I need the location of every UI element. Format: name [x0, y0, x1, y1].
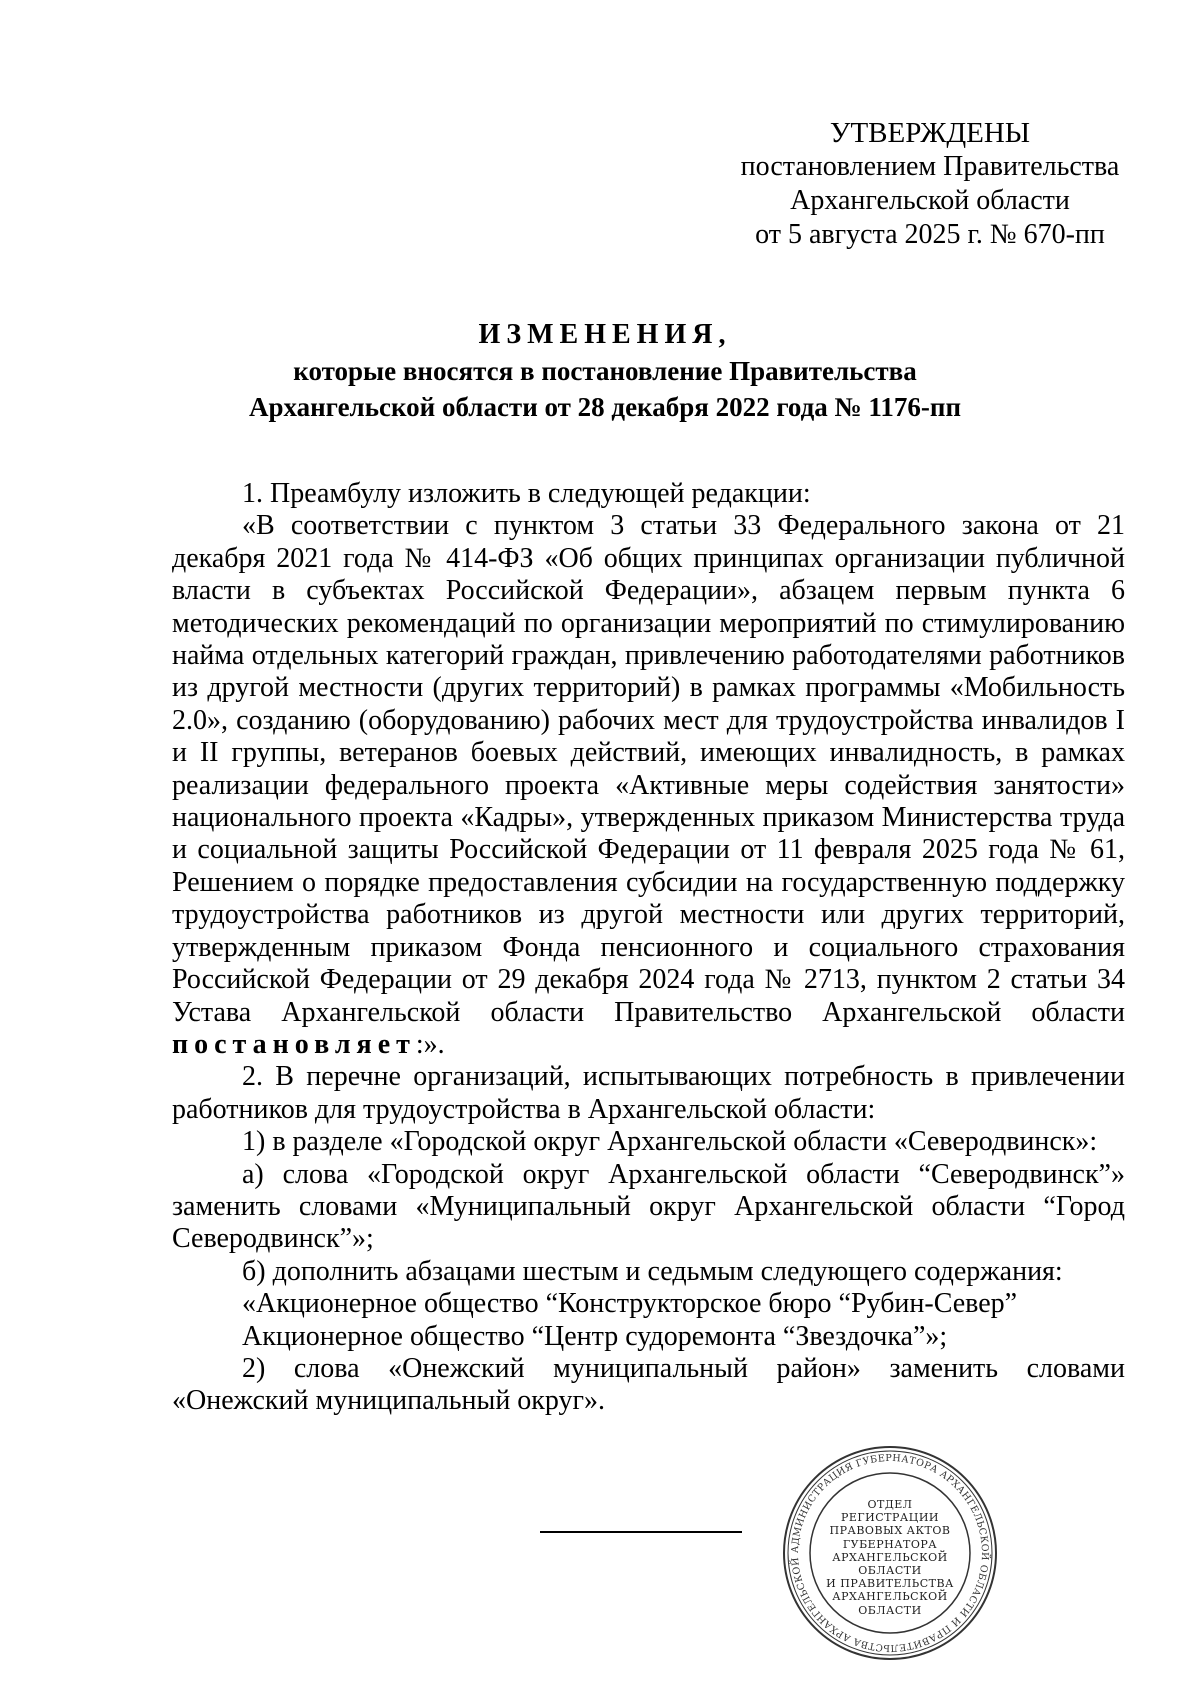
seal-center-line: И ПРАВИТЕЛЬСТВА	[826, 1577, 954, 1591]
heading-line-2: Архангельской области от 28 декабря 2022 года № 1176-пп	[248, 392, 962, 422]
paragraph-7: «Акционерное общество “Конструкторское бюро “Рубин-Север”	[242, 1288, 1018, 1320]
heading-title: ИЗМЕНЕНИЯ,	[478, 319, 732, 350]
approval-block	[730, 116, 1130, 252]
seal-center-line: РЕГИСТРАЦИИ	[840, 1511, 940, 1525]
seal-center-line: АРХАНГЕЛЬСКОЙ	[832, 1590, 948, 1604]
paragraph-2	[172, 510, 1125, 1061]
paragraph-5: а) слова «Городской округ Архангельской области “Северодвинск”» заменить словами «Муниципальный округ Архангельской области “Город Северодвинск”»;	[172, 1158, 1125, 1255]
paragraph-6: б) дополнить абзацами шестым и седьмым следующего содержания:	[242, 1255, 1063, 1287]
heading-line-1: которые вносятся в постановление Правительства	[293, 356, 917, 386]
seal-center-line: ПРАВОВЫХ АКТОВ	[829, 1524, 951, 1538]
paragraph-2-emphasis: постановляет	[172, 1028, 416, 1060]
paragraph-1: 1. Преамбулу изложить в следующей редакции:	[242, 478, 811, 509]
approval-title: УТВЕРЖДЕНЫ	[829, 117, 1031, 149]
paragraph-2-end: :».	[415, 1028, 445, 1060]
paragraph-8: Акционерное общество “Центр судоремонта “Звездочка”»;	[242, 1320, 948, 1352]
paragraph-3: 2. В перечне организаций, испытывающих потребность в привлечении работников для трудоустройства в Архангельской области:	[172, 1061, 1125, 1125]
document-heading	[170, 317, 1040, 425]
seal-center-line: АРХАНГЕЛЬСКОЙ	[832, 1550, 948, 1564]
approval-line-1: постановлением Правительства	[740, 151, 1120, 182]
approval-line-2: Архангельской области	[790, 185, 1070, 216]
seal-center-line: ГУБЕРНАТОРА	[842, 1537, 938, 1551]
seal-center-line: ОБЛАСТИ	[858, 1603, 922, 1617]
document-body	[172, 478, 1125, 1418]
seal-center-line: ОБЛАСТИ	[858, 1564, 922, 1578]
approval-line-3: от 5 августа 2025 г. № 670-пп	[755, 219, 1105, 250]
seal-ring-text: АДМИНИСТРАЦИЯ ГУБЕРНАТОРА АРХАНГЕЛЬСКОЙ ОБЛАСТИ И ПРАВИТЕЛЬСТВА АРХАНГЕЛЬСКОЙ	[789, 1452, 991, 1654]
signature-line	[540, 1531, 742, 1533]
seal-center-text	[780, 1498, 1000, 1617]
seal-center-line: ОТДЕЛ	[867, 1498, 913, 1511]
official-seal	[780, 1443, 1000, 1663]
paragraph-9: 2) слова «Онежский муниципальный район» заменить словами «Онежский муниципальный округ».	[172, 1352, 1125, 1417]
paragraph-2-text: «В соответствии с пунктом 3 статьи 33 Федерального закона от 21 декабря 2021 года № 414-ФЗ «Об общих принципах организации публичной власти в субъектах Российской Федерации», абзацем первым пункта 6 методических рекомендаций по организации мероприятий по стимулированию найма отдельных категорий граждан, привлечению работодателями работников из другой местности (других территорий) в рамках программы «Мобильность 2.0», созданию (оборудованию) рабочих мест для трудоустройства инвалидов I и II группы, ветеранов боевых действий, имеющих инвалидность, в рамках реализации федерального проекта «Активные меры содействия занятости» национального проекта «Кадры», утвержденных приказом Министерства труда и социальной защиты Российской Федерации от 11 февраля 2025 года № 61, Решением о порядке предоставления субсидии на государственную поддержку трудоустройства работников из другой местности или других территорий, утвержденным приказом Фонда пенсионного и социального страхования Российской Федерации от 29 декабря 2024 года № 2713, пунктом 2 статьи 34 Устава Архангельской области Правительство Архангельской области	[172, 510, 1125, 1028]
paragraph-4: 1) в разделе «Городской округ Архангельской области «Северодвинск»:	[242, 1126, 1098, 1158]
